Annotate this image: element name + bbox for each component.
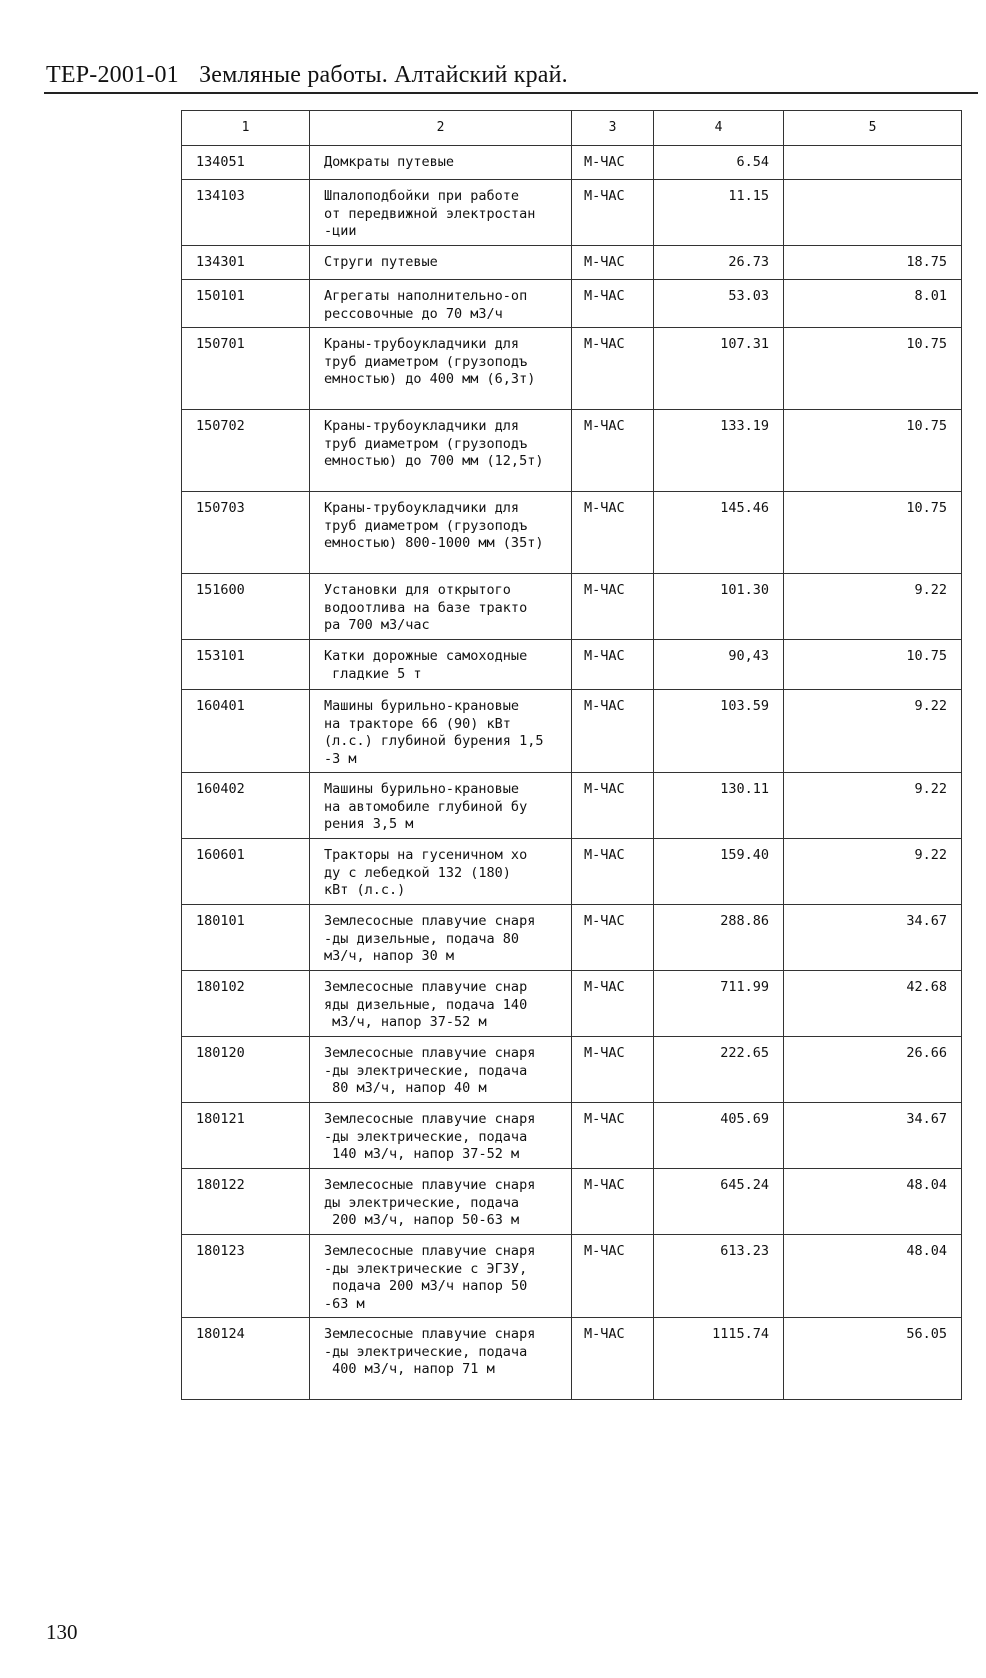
table-cell [310, 1235, 572, 1318]
table-cell [572, 773, 654, 839]
row-unit: М-ЧАС [584, 648, 625, 664]
table-cell [784, 180, 962, 246]
table-row [182, 1235, 962, 1318]
row-wage: 56.05 [906, 1326, 947, 1342]
table-cell [572, 1318, 654, 1400]
table-cell [310, 905, 572, 971]
row-price: 288.86 [720, 913, 769, 929]
row-unit: М-ЧАС [584, 288, 625, 304]
table-cell [182, 146, 310, 180]
table-cell [784, 146, 962, 180]
row-price: 145.46 [720, 500, 769, 516]
row-wage: 26.66 [906, 1045, 947, 1061]
column-header: 3 [572, 111, 654, 146]
page-header [46, 62, 568, 89]
row-code: 134103 [196, 188, 245, 204]
table-cell [310, 1318, 572, 1400]
row-wage: 10.75 [906, 648, 947, 664]
row-code: 134051 [196, 154, 245, 170]
table-cell [182, 280, 310, 328]
table-cell [654, 574, 784, 640]
row-unit: М-ЧАС [584, 1177, 625, 1193]
row-wage: 18.75 [906, 254, 947, 270]
row-name: Домкраты путевые [324, 154, 455, 170]
row-unit: М-ЧАС [584, 582, 625, 598]
table-cell [182, 1037, 310, 1103]
row-price: 107.31 [720, 336, 769, 352]
table-cell [654, 1103, 784, 1169]
row-wage [784, 146, 961, 158]
page-number: 130 [46, 1620, 78, 1644]
row-name: Землесосные плавучие снар яды дизельные, подача 140 м3/ч, напор 37-52 м [324, 979, 528, 1030]
row-name: Краны-трубоукладчики для труб диаметром (грузоподъ емностью) 800-1000 мм (35т) [324, 500, 544, 551]
table-row [182, 410, 962, 492]
table-cell [654, 1235, 784, 1318]
table-row [182, 280, 962, 328]
table-cell [784, 971, 962, 1037]
table-cell [572, 905, 654, 971]
document-code: ТЕР-2001-01 [46, 62, 179, 88]
table-cell [572, 492, 654, 574]
row-unit: М-ЧАС [584, 336, 625, 352]
row-code: 180124 [196, 1326, 245, 1342]
row-price: 133.19 [720, 418, 769, 434]
table-cell [572, 146, 654, 180]
row-name: Установки для открытого водоотлива на базе тракто ра 700 м3/час [324, 582, 528, 633]
row-code: 160402 [196, 781, 245, 797]
row-unit: М-ЧАС [584, 154, 625, 170]
row-unit: М-ЧАС [584, 781, 625, 797]
table-cell [654, 1037, 784, 1103]
table-cell [182, 1103, 310, 1169]
table-cell [182, 1169, 310, 1235]
table-cell [310, 410, 572, 492]
table-cell [654, 1318, 784, 1400]
row-wage: 48.04 [906, 1177, 947, 1193]
table-cell [182, 180, 310, 246]
row-price: 1115.74 [712, 1326, 769, 1342]
header-rule [44, 92, 978, 94]
table-cell [310, 1169, 572, 1235]
table-row [182, 180, 962, 246]
table-cell [310, 1037, 572, 1103]
row-code: 180102 [196, 979, 245, 995]
table-cell [572, 690, 654, 773]
row-price: 6.54 [736, 154, 769, 170]
row-price: 90,43 [728, 648, 769, 664]
row-code: 134301 [196, 254, 245, 270]
row-name: Краны-трубоукладчики для труб диаметром (грузоподъ емностью) до 400 мм (6,3т) [324, 336, 536, 387]
table-cell [654, 180, 784, 246]
row-name: Землесосные плавучие снаря -ды электрические с ЭГЗУ, подача 200 м3/ч напор 50 -63 м [324, 1243, 536, 1312]
table-cell [654, 905, 784, 971]
table-row [182, 971, 962, 1037]
table-cell [572, 1235, 654, 1318]
row-unit: М-ЧАС [584, 1243, 625, 1259]
table-cell [310, 574, 572, 640]
table-cell [784, 1318, 962, 1400]
table-cell [654, 328, 784, 410]
row-wage: 9.22 [914, 847, 947, 863]
row-unit: М-ЧАС [584, 1111, 625, 1127]
row-wage: 10.75 [906, 500, 947, 516]
table-row [182, 246, 962, 280]
table-row [182, 905, 962, 971]
row-price: 159.40 [720, 847, 769, 863]
row-code: 180120 [196, 1045, 245, 1061]
row-unit: М-ЧАС [584, 1326, 625, 1342]
table-row [182, 839, 962, 905]
row-price: 405.69 [720, 1111, 769, 1127]
table-cell [182, 640, 310, 690]
resource-table [181, 110, 962, 1400]
row-price: 645.24 [720, 1177, 769, 1193]
row-unit: М-ЧАС [584, 979, 625, 995]
table-cell [654, 280, 784, 328]
row-wage [784, 180, 961, 192]
table-cell [784, 246, 962, 280]
row-code: 180121 [196, 1111, 245, 1127]
table-cell [572, 280, 654, 328]
row-name: Тракторы на гусеничном хо ду с лебедкой 132 (180) кВт (л.с.) [324, 847, 528, 898]
row-wage: 34.67 [906, 1111, 947, 1127]
table-cell [572, 410, 654, 492]
table-cell [784, 1037, 962, 1103]
table-header-row [182, 111, 962, 146]
row-name: Землесосные плавучие снаря -ды электрические, подача 80 м3/ч, напор 40 м [324, 1045, 536, 1096]
row-price: 11.15 [728, 188, 769, 204]
row-code: 150703 [196, 500, 245, 516]
row-wage: 10.75 [906, 418, 947, 434]
table-cell [310, 492, 572, 574]
table-cell [572, 640, 654, 690]
column-header: 2 [310, 111, 572, 146]
row-code: 150101 [196, 288, 245, 304]
row-name: Катки дорожные самоходные гладкие 5 т [324, 648, 528, 682]
table-row [182, 1037, 962, 1103]
table-cell [572, 1037, 654, 1103]
row-name: Землесосные плавучие снаря -ды дизельные, подача 80 м3/ч, напор 30 м [324, 913, 536, 964]
table-cell [784, 839, 962, 905]
row-price: 222.65 [720, 1045, 769, 1061]
table-cell [310, 146, 572, 180]
table-cell [784, 280, 962, 328]
table-row [182, 146, 962, 180]
row-price: 101.30 [720, 582, 769, 598]
table-cell [310, 971, 572, 1037]
table-cell [784, 640, 962, 690]
column-header: 4 [654, 111, 784, 146]
table-row [182, 1318, 962, 1400]
table-cell [310, 280, 572, 328]
column-header: 1 [182, 111, 310, 146]
document-title: Земляные работы. Алтайский край. [199, 62, 568, 88]
table-cell [572, 180, 654, 246]
table-cell [182, 773, 310, 839]
row-price: 53.03 [728, 288, 769, 304]
table-cell [572, 971, 654, 1037]
row-code: 180123 [196, 1243, 245, 1259]
row-code: 150702 [196, 418, 245, 434]
table-row [182, 492, 962, 574]
table-cell [654, 690, 784, 773]
table-cell [310, 640, 572, 690]
table-row [182, 690, 962, 773]
table-cell [310, 690, 572, 773]
table-row [182, 574, 962, 640]
row-code: 180101 [196, 913, 245, 929]
row-name: Землесосные плавучие снаря -ды электрические, подача 400 м3/ч, напор 71 м [324, 1326, 536, 1377]
row-name: Струги путевые [324, 254, 438, 270]
table-cell [182, 492, 310, 574]
row-unit: М-ЧАС [584, 254, 625, 270]
row-name: Агрегаты наполнительно-оп рессовочные до 70 м3/ч [324, 288, 528, 322]
row-wage: 48.04 [906, 1243, 947, 1259]
table-cell [310, 1103, 572, 1169]
table-cell [654, 146, 784, 180]
row-name: Краны-трубоукладчики для труб диаметром (грузоподъ емностью) до 700 мм (12,5т) [324, 418, 544, 469]
table-cell [654, 1169, 784, 1235]
table-cell [572, 574, 654, 640]
row-wage: 42.68 [906, 979, 947, 995]
table-cell [182, 1235, 310, 1318]
table-cell [784, 1103, 962, 1169]
table-cell [784, 690, 962, 773]
table-cell [182, 328, 310, 410]
table-cell [654, 971, 784, 1037]
row-wage: 9.22 [914, 698, 947, 714]
row-unit: М-ЧАС [584, 418, 625, 434]
table-cell [310, 773, 572, 839]
row-price: 26.73 [728, 254, 769, 270]
row-price: 103.59 [720, 698, 769, 714]
table-cell [182, 574, 310, 640]
row-wage: 9.22 [914, 781, 947, 797]
column-header: 5 [784, 111, 962, 146]
table-row [182, 1169, 962, 1235]
row-name: Машины бурильно-крановые на тракторе 66 (90) кВт (л.с.) глубиной бурения 1,5 -3 м [324, 698, 544, 767]
table-cell [654, 773, 784, 839]
row-code: 153101 [196, 648, 245, 664]
row-unit: М-ЧАС [584, 1045, 625, 1061]
table-cell [784, 574, 962, 640]
table-cell [654, 246, 784, 280]
table-cell [182, 1318, 310, 1400]
table-row [182, 773, 962, 839]
table-cell [572, 839, 654, 905]
row-name: Шпалоподбойки при работе от передвижной электростан -ции [324, 188, 536, 239]
table-cell [784, 328, 962, 410]
table-cell [182, 410, 310, 492]
table-cell [310, 246, 572, 280]
row-price: 711.99 [720, 979, 769, 995]
table-row [182, 328, 962, 410]
row-price: 613.23 [720, 1243, 769, 1259]
row-unit: М-ЧАС [584, 847, 625, 863]
table-cell [784, 1169, 962, 1235]
row-wage: 34.67 [906, 913, 947, 929]
table-cell [310, 180, 572, 246]
row-code: 160601 [196, 847, 245, 863]
row-wage: 10.75 [906, 336, 947, 352]
table-cell [654, 410, 784, 492]
table-cell [654, 640, 784, 690]
row-code: 151600 [196, 582, 245, 598]
table-cell [310, 328, 572, 410]
table-cell [784, 492, 962, 574]
table-cell [182, 246, 310, 280]
table-cell [654, 492, 784, 574]
row-unit: М-ЧАС [584, 698, 625, 714]
table-cell [310, 839, 572, 905]
table-cell [784, 410, 962, 492]
row-wage: 8.01 [914, 288, 947, 304]
table-cell [572, 246, 654, 280]
row-price: 130.11 [720, 781, 769, 797]
table-cell [572, 1169, 654, 1235]
table-cell [784, 905, 962, 971]
table-row [182, 640, 962, 690]
row-wage: 9.22 [914, 582, 947, 598]
row-code: 160401 [196, 698, 245, 714]
table-cell [654, 839, 784, 905]
row-name: Землесосные плавучие снаря -ды электрические, подача 140 м3/ч, напор 37-52 м [324, 1111, 536, 1162]
row-name: Землесосные плавучие снаря ды электрические, подача 200 м3/ч, напор 50-63 м [324, 1177, 536, 1228]
table-cell [572, 1103, 654, 1169]
row-unit: М-ЧАС [584, 500, 625, 516]
table-cell [182, 690, 310, 773]
table-cell [182, 971, 310, 1037]
table-cell [182, 839, 310, 905]
row-name: Машины бурильно-крановые на автомобиле глубиной бу рения 3,5 м [324, 781, 528, 832]
table-cell [182, 905, 310, 971]
row-code: 180122 [196, 1177, 245, 1193]
table-cell [784, 773, 962, 839]
table-row [182, 1103, 962, 1169]
row-unit: М-ЧАС [584, 913, 625, 929]
row-unit: М-ЧАС [584, 188, 625, 204]
row-code: 150701 [196, 336, 245, 352]
table-cell [784, 1235, 962, 1318]
table-cell [572, 328, 654, 410]
